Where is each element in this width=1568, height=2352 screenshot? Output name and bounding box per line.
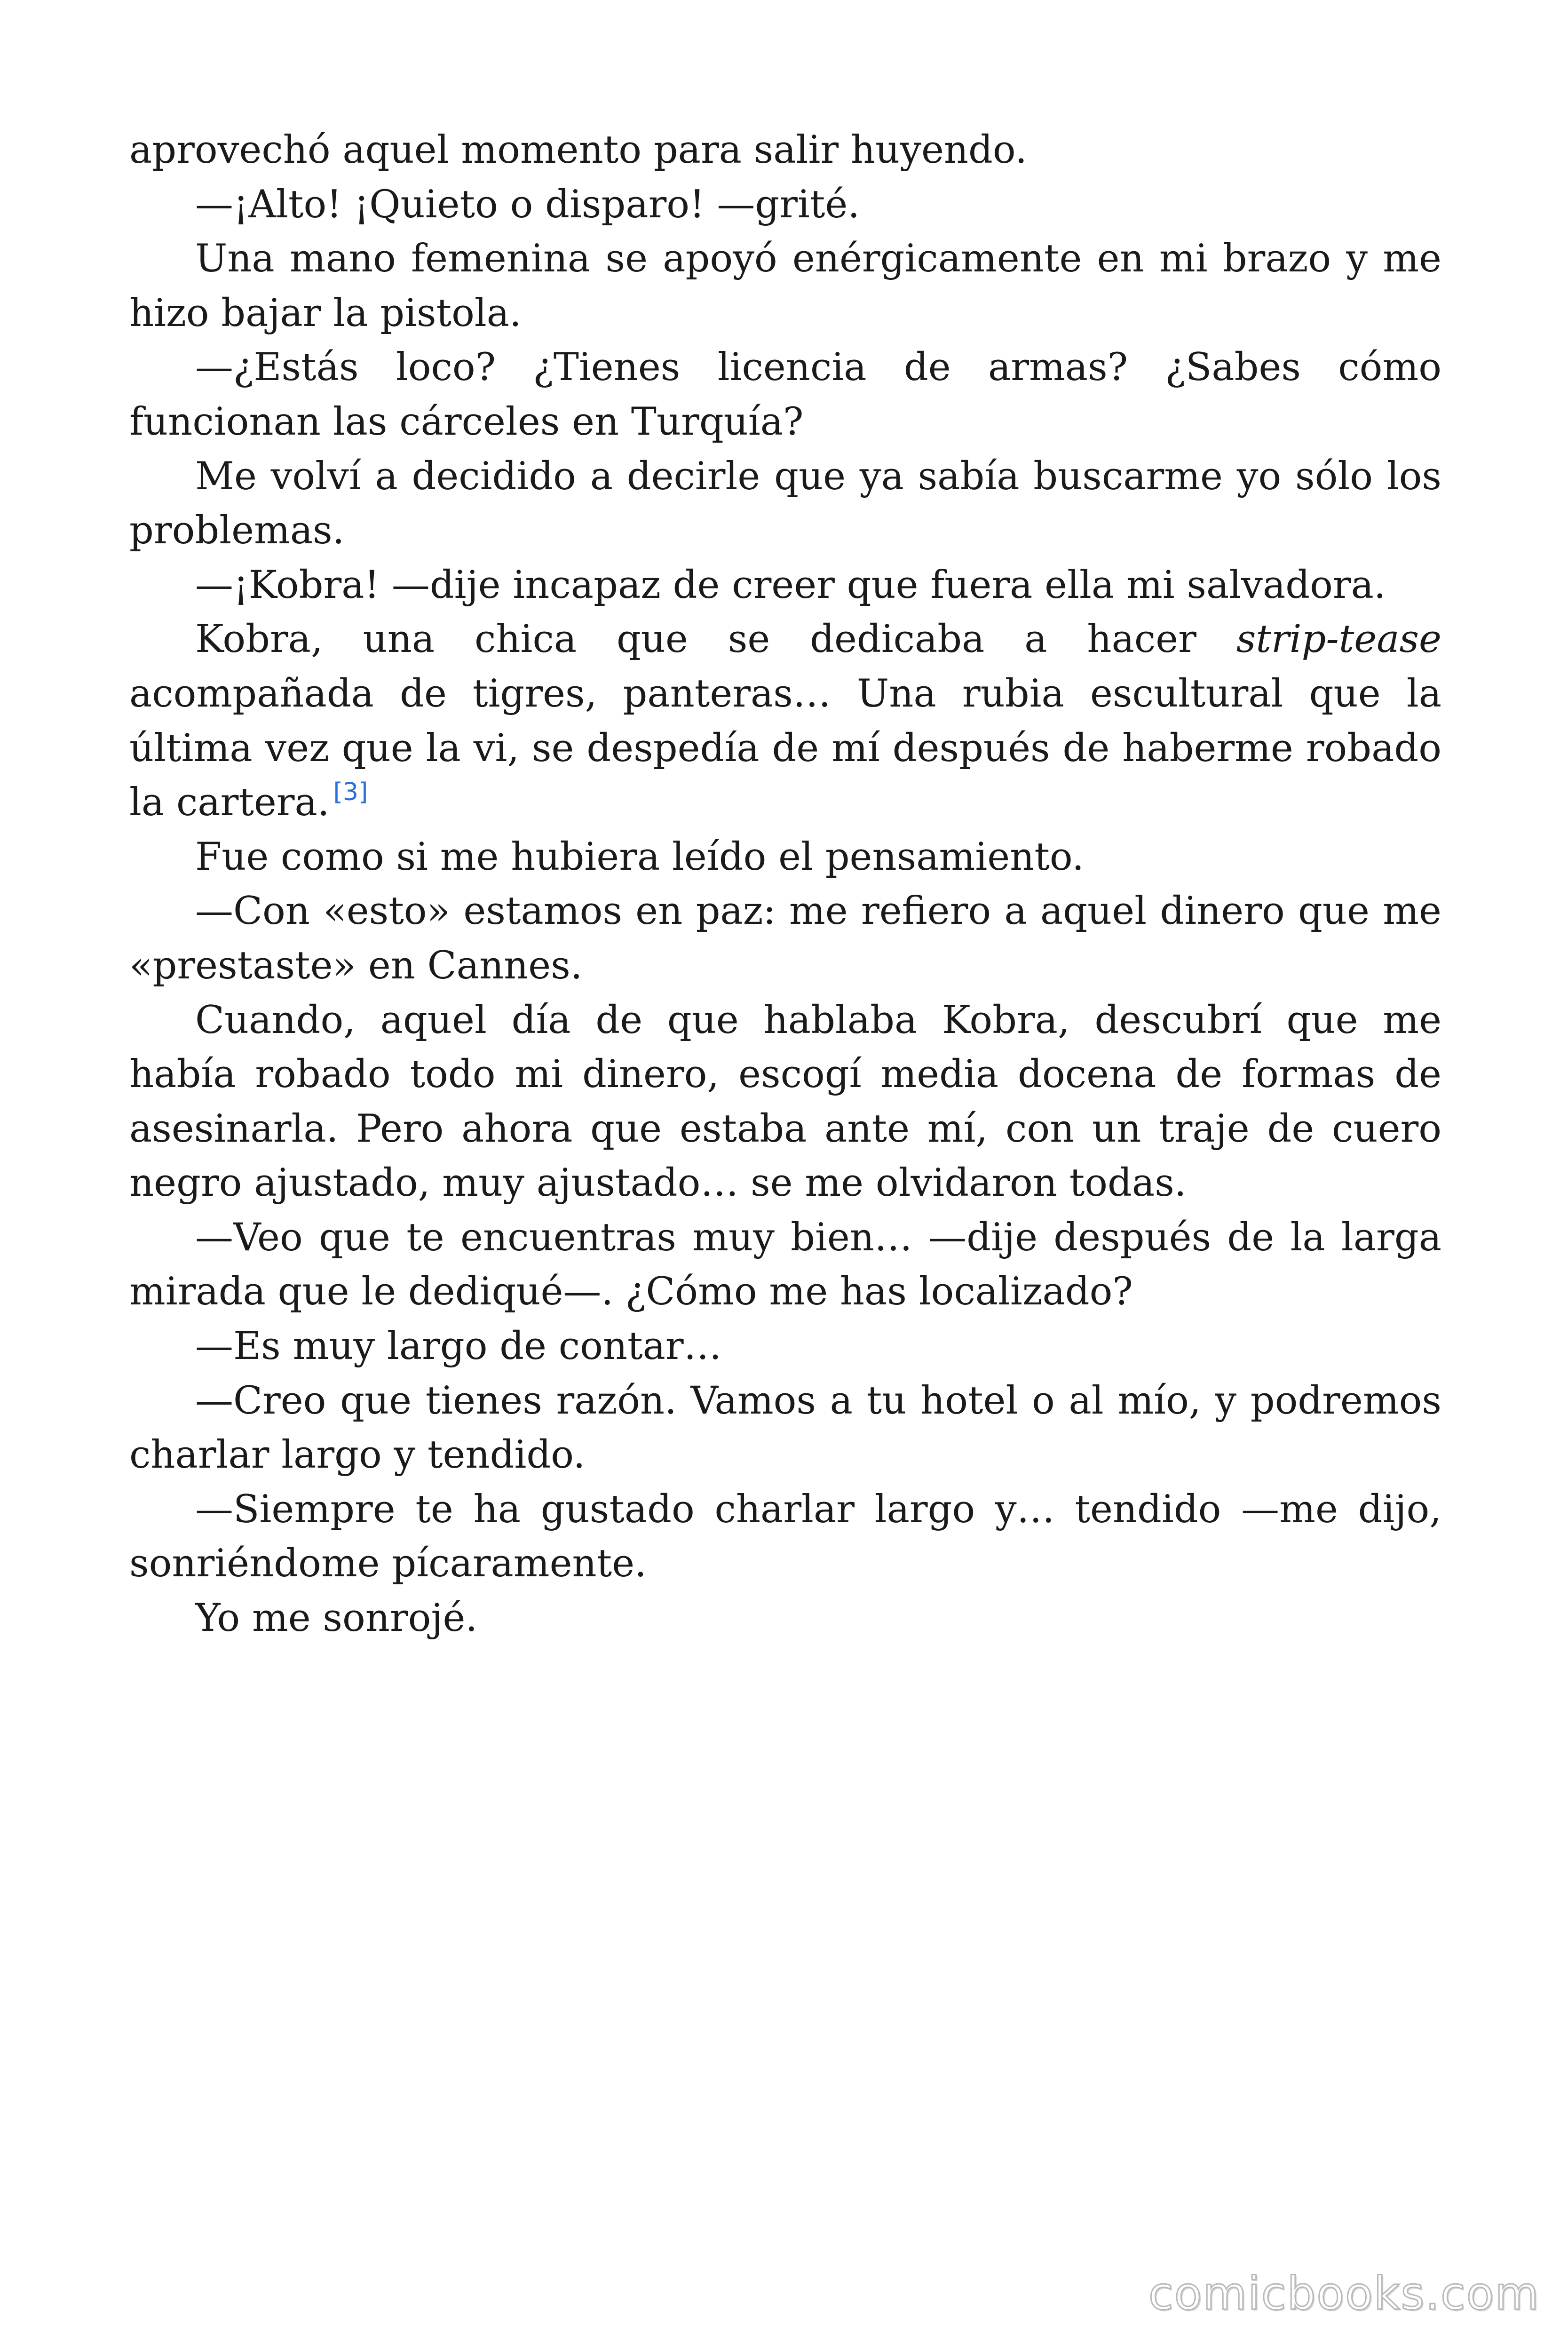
paragraph: Me volví a decidido a decirle que ya sabía buscarme yo sólo los problemas. <box>129 454 1441 553</box>
paragraph: —¿Estás loco? ¿Tienes licencia de armas? ¿Sabes cómo funcionan las cárceles en Turquía? <box>129 345 1441 444</box>
paragraph: —Creo que tienes razón. Vamos a tu hotel o al mío, y podremos charlar largo y tendido. <box>129 1378 1441 1478</box>
paragraph: Yo me sonrojé. <box>195 1596 478 1641</box>
italic-term: strip-tease <box>1236 617 1441 662</box>
paragraph: —¡Kobra! —dije incapaz de creer que fuera ella mi salvadora. <box>195 563 1386 607</box>
watermark: comicbooks.com <box>1148 2267 1540 2320</box>
paragraph-with-footnote <box>129 612 1441 830</box>
paragraph: Una mano femenina se apoyó enérgicamente en mi brazo y me hizo bajar la pistola. <box>129 237 1441 335</box>
paragraph-text: acompañada de tigres, panteras… Una rubia escultural que la última vez que la vi, se despedía de mí después de haberme robado la cartera. <box>129 671 1441 825</box>
footnote-link[interactable]: [3] <box>333 778 368 807</box>
paragraph: Cuando, aquel día de que hablaba Kobra, descubrí que me había robado todo mi dinero, escogí media docena de formas de asesinarla. Pero ahora que estaba ante mí, con un traje de cuero negro ajustado, muy ajustado… se me olvidaron todas. <box>129 998 1441 1206</box>
paragraph: aprovechó aquel momento para salir huyendo. <box>129 128 1027 172</box>
paragraph: —Es muy largo de contar… <box>195 1324 722 1369</box>
book-page <box>129 123 1441 1646</box>
paragraph: —Con «esto» estamos en paz: me refiero a aquel dinero que me «prestaste» en Cannes. <box>129 889 1441 988</box>
paragraph: —Veo que te encuentras muy bien… —dije después de la larga mirada que le dediqué—. ¿Cómo me has localizado? <box>129 1215 1441 1314</box>
paragraph: —Siempre te ha gustado charlar largo y… tendido —me dijo, sonriéndome pícaramente. <box>129 1487 1441 1586</box>
paragraph: —¡Alto! ¡Quieto o disparo! —grité. <box>195 182 860 227</box>
paragraph-text: Kobra, una chica que se dedicaba a hacer <box>195 617 1236 662</box>
paragraph: Fue como si me hubiera leído el pensamiento. <box>195 834 1084 879</box>
